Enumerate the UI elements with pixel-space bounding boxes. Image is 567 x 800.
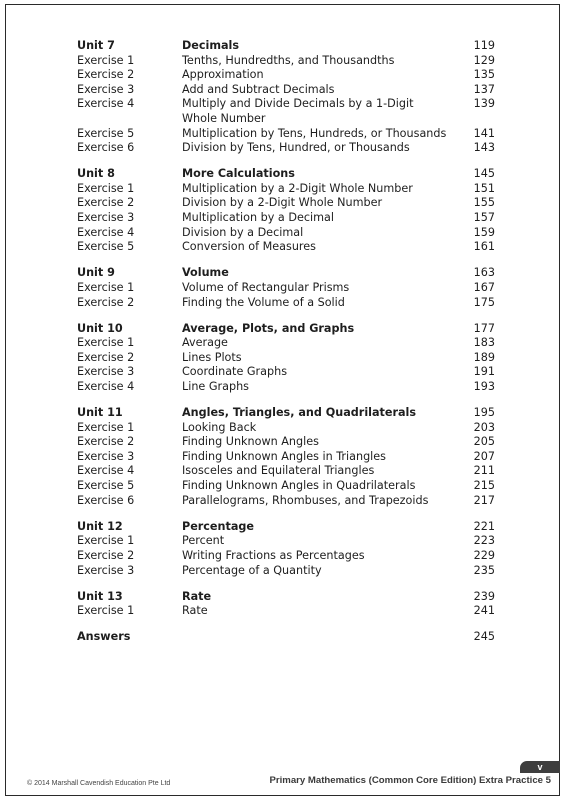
exercise-row (77, 196, 495, 211)
exercise-label: Exercise 1 (77, 181, 135, 195)
exercise-row (77, 296, 495, 311)
exercise-title: Average (182, 336, 228, 350)
exercise-title: Multiplication by Tens, Hundreds, or Thousands (182, 126, 447, 140)
exercise-page-number: 205 (473, 435, 495, 449)
exercise-label: Exercise 1 (77, 604, 135, 618)
exercise-label: Exercise 1 (77, 420, 135, 434)
exercise-title: Percentage of a Quantity (182, 563, 322, 577)
exercise-title: Finding Unknown Angles in Quadrilaterals (182, 479, 416, 493)
toc-unit (77, 406, 495, 508)
exercise-page-number: 135 (473, 68, 495, 82)
exercise-page-number: 203 (473, 420, 495, 434)
exercise-page-number: 189 (473, 350, 495, 364)
unit-heading-row (77, 590, 495, 605)
exercise-page-number: 223 (473, 534, 495, 548)
exercise-label: Exercise 1 (77, 336, 135, 350)
exercise-page-number: 211 (473, 464, 495, 478)
exercise-page-number: 139 (473, 97, 495, 111)
exercise-page-number: 161 (473, 240, 495, 254)
unit-label: Unit 7 (77, 39, 115, 52)
toc-unit (77, 630, 495, 645)
exercise-row (77, 97, 495, 126)
exercise-label: Exercise 2 (77, 548, 135, 562)
exercise-label: Exercise 4 (77, 225, 135, 239)
exercise-page-number: 229 (473, 548, 495, 562)
unit-heading-row (77, 322, 495, 337)
exercise-page-number: 167 (473, 280, 495, 294)
unit-heading-row (77, 167, 495, 182)
exercise-row (77, 281, 495, 296)
unit-heading-row (77, 266, 495, 281)
exercise-title: Rate (182, 604, 208, 618)
unit-title: More Calculations (182, 167, 295, 181)
exercise-label: Exercise 1 (77, 534, 135, 548)
unit-heading-row (77, 520, 495, 535)
exercise-row (77, 464, 495, 479)
unit-page-number: 245 (473, 630, 495, 644)
exercise-title: Finding Unknown Angles (182, 435, 319, 449)
exercise-row (77, 380, 495, 395)
exercise-page-number: 191 (473, 365, 495, 379)
exercise-row (77, 365, 495, 380)
exercise-row (77, 336, 495, 351)
unit-page-number: 239 (473, 589, 495, 603)
exercise-label: Exercise 4 (77, 464, 135, 478)
exercise-label: Exercise 3 (77, 563, 135, 577)
unit-label: Unit 13 (77, 589, 123, 603)
unit-page-number: 195 (473, 406, 495, 420)
exercise-label: Exercise 2 (77, 196, 135, 210)
unit-label: Unit 12 (77, 519, 123, 533)
unit-label: Answers (77, 630, 131, 644)
exercise-label: Exercise 1 (77, 53, 135, 67)
exercise-title: Line Graphs (182, 379, 250, 393)
book-title: Primary Mathematics (Common Core Edition) Extra Practice 5 (269, 775, 551, 786)
exercise-label: Exercise 3 (77, 449, 135, 463)
exercise-row (77, 534, 495, 549)
exercise-page-number: 217 (473, 493, 495, 507)
copyright-notice: © 2014 Marshall Cavendish Education Pte Ltd (27, 780, 171, 787)
exercise-label: Exercise 3 (77, 211, 135, 225)
exercise-title: Looking Back (182, 420, 257, 434)
exercise-label: Exercise 2 (77, 295, 135, 309)
exercise-label: Exercise 3 (77, 365, 135, 379)
exercise-title: Isosceles and Equilateral Triangles (182, 464, 375, 478)
toc-unit (77, 39, 495, 156)
exercise-label: Exercise 5 (77, 479, 135, 493)
exercise-page-number: 207 (473, 449, 495, 463)
toc-unit (77, 167, 495, 255)
unit-page-number: 119 (473, 39, 495, 52)
exercise-row (77, 83, 495, 98)
exercise-label: Exercise 4 (77, 379, 135, 393)
exercise-label: Exercise 4 (77, 97, 135, 111)
exercise-row (77, 450, 495, 465)
exercise-row (77, 141, 495, 156)
exercise-page-number: 159 (473, 225, 495, 239)
toc-unit (77, 266, 495, 310)
unit-page-number: 177 (473, 321, 495, 335)
exercise-row (77, 435, 495, 450)
exercise-title: Conversion of Measures (182, 240, 316, 254)
exercise-title: Multiplication by a Decimal (182, 211, 334, 225)
unit-title: Rate (182, 589, 212, 603)
exercise-title: Lines Plots (182, 350, 242, 364)
exercise-label: Exercise 2 (77, 350, 135, 364)
exercise-label: Exercise 5 (77, 240, 135, 254)
exercise-row (77, 127, 495, 142)
exercise-label: Exercise 6 (77, 493, 135, 507)
exercise-title: Percent (182, 534, 225, 548)
unit-page-number: 145 (473, 167, 495, 181)
exercise-row (77, 549, 495, 564)
unit-heading-row (77, 406, 495, 421)
unit-heading-row (77, 39, 495, 54)
exercise-title: Multiply and Divide Decimals by a 1-Digit Whole Number (182, 97, 414, 125)
exercise-row (77, 240, 495, 255)
unit-page-number: 163 (473, 266, 495, 280)
exercise-page-number: 137 (473, 82, 495, 96)
exercise-title: Finding the Volume of a Solid (182, 295, 345, 309)
exercise-page-number: 151 (473, 181, 495, 195)
exercise-page-number: 215 (473, 479, 495, 493)
page-number-tab: v (520, 761, 560, 773)
exercise-label: Exercise 5 (77, 126, 135, 140)
exercise-row (77, 604, 495, 619)
unit-page-number: 221 (473, 519, 495, 533)
exercise-row (77, 479, 495, 494)
unit-label: Unit 9 (77, 266, 115, 280)
exercise-label: Exercise 3 (77, 82, 135, 96)
exercise-title: Division by a Decimal (182, 225, 304, 239)
unit-label: Unit 10 (77, 321, 123, 335)
exercise-title: Writing Fractions as Percentages (182, 548, 365, 562)
unit-title: Average, Plots, and Graphs (182, 321, 355, 335)
exercise-page-number: 183 (473, 336, 495, 350)
exercise-title: Coordinate Graphs (182, 365, 288, 379)
toc-unit (77, 520, 495, 578)
exercise-title: Multiplication by a 2-Digit Whole Number (182, 181, 413, 195)
unit-title: Angles, Triangles, and Quadrilaterals (182, 406, 417, 420)
exercise-row (77, 351, 495, 366)
exercise-label: Exercise 2 (77, 68, 135, 82)
exercise-row (77, 421, 495, 436)
exercise-row (77, 182, 495, 197)
exercise-row (77, 564, 495, 579)
unit-title: Percentage (182, 519, 254, 533)
table-of-contents (77, 39, 495, 656)
unit-label: Unit 8 (77, 167, 115, 181)
exercise-label: Exercise 2 (77, 435, 135, 449)
exercise-title: Division by Tens, Hundred, or Thousands (182, 141, 410, 155)
exercise-title: Finding Unknown Angles in Triangles (182, 449, 387, 463)
unit-label: Unit 11 (77, 406, 123, 420)
exercise-page-number: 155 (473, 196, 495, 210)
exercise-title: Volume of Rectangular Prisms (182, 280, 350, 294)
exercise-label: Exercise 1 (77, 280, 135, 294)
exercise-page-number: 141 (473, 126, 495, 140)
exercise-page-number: 157 (473, 211, 495, 225)
exercise-label: Exercise 6 (77, 141, 135, 155)
exercise-row (77, 211, 495, 226)
exercise-page-number: 175 (473, 295, 495, 309)
exercise-page-number: 129 (473, 53, 495, 67)
exercise-title: Approximation (182, 68, 264, 82)
exercise-row (77, 68, 495, 83)
exercise-page-number: 235 (473, 563, 495, 577)
unit-title: Volume (182, 266, 229, 280)
unit-heading-row (77, 630, 495, 645)
exercise-row (77, 494, 495, 509)
exercise-page-number: 241 (473, 604, 495, 618)
unit-title: Decimals (182, 39, 240, 52)
exercise-page-number: 193 (473, 379, 495, 393)
exercise-title: Division by a 2-Digit Whole Number (182, 196, 383, 210)
toc-unit (77, 590, 495, 619)
exercise-title: Tenths, Hundredths, and Thousandths (182, 53, 395, 67)
exercise-title: Add and Subtract Decimals (182, 82, 335, 96)
exercise-row (77, 54, 495, 69)
exercise-title: Parallelograms, Rhombuses, and Trapezoids (182, 493, 429, 507)
toc-unit (77, 322, 495, 395)
exercise-page-number: 143 (473, 141, 495, 155)
exercise-row (77, 226, 495, 241)
